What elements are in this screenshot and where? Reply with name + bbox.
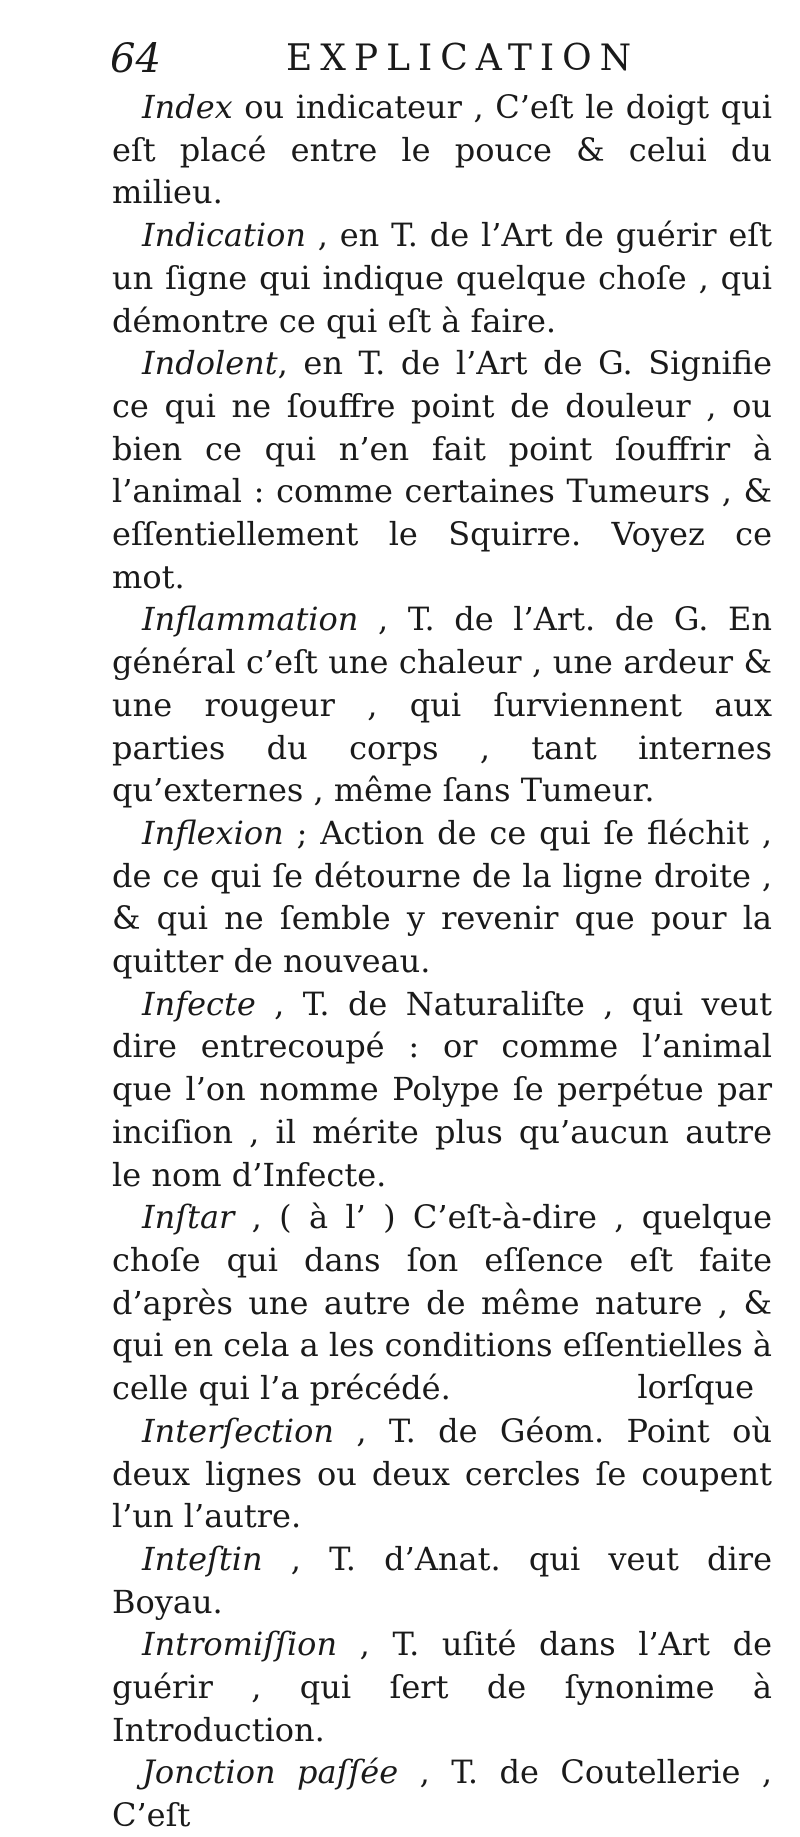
entry-term: Intromiſſion bbox=[142, 1625, 338, 1664]
entry-term: Inteſtin bbox=[142, 1539, 263, 1578]
entry-term: Indolent bbox=[142, 344, 278, 383]
entry-intersection bbox=[112, 1410, 772, 1538]
entry-definition: , en T. de l’Art de guérir eſt un ſigne qui indique quelque choſe , qui démontre ce qui eſt à faire. bbox=[112, 216, 772, 340]
page-number: 64 bbox=[110, 36, 161, 82]
catchword: lorſque bbox=[637, 1368, 754, 1406]
entry-term: Index bbox=[142, 88, 233, 126]
entry-intestin bbox=[112, 1538, 772, 1623]
entry-term: Indication bbox=[142, 216, 306, 255]
entry-index bbox=[112, 86, 772, 214]
entry-definition: , T. de Coutellerie , C’eſt bbox=[112, 1753, 773, 1835]
entry-term: Inflammation bbox=[142, 600, 359, 639]
entry-term: Infecte bbox=[142, 984, 256, 1023]
entry-definition: , ( à l’ ) C’eſt-à-dire , quelque choſe qui dans ſon eſſence eſt faite d’après une autre de même nature , & qui en cela a les conditions eſſentielles à celle qui l’a précédé. bbox=[112, 1198, 772, 1408]
entry-term: Jonction paſſée bbox=[142, 1753, 399, 1792]
entry-inflexion bbox=[112, 812, 772, 983]
entry-definition: ou indicateur , C’eſt le doigt qui eſt placé entre le pouce & celui du milieu. bbox=[112, 88, 772, 212]
entry-inflammation bbox=[112, 598, 772, 812]
entry-definition: , en T. de l’Art de G. Signifie ce qui ne ſouffre point de douleur , ou bien ce qui n’en fait point ſouffrir à l’animal : comme certaines Tumeurs , & eſſentiellement le Squirre. Voyez ce mot. bbox=[112, 344, 772, 596]
entry-term: Inſtar bbox=[142, 1198, 235, 1237]
entry-definition: , T. d’Anat. qui veut dire Boyau. bbox=[112, 1539, 772, 1621]
entry-term: Inflexion bbox=[142, 813, 284, 852]
entry-definition: , T. de Naturaliſte , qui veut dire entrecoupé : or comme l’animal que l’on nomme Polype ſe perpétue par inciſion , il mérite plus qu’aucun autre le nom d’Infecte. bbox=[112, 984, 772, 1194]
entry-indication bbox=[112, 214, 772, 342]
page-header bbox=[110, 34, 760, 84]
entry-term: Interſection bbox=[142, 1411, 335, 1450]
entry-definition: , T. uſité dans l’Art de guérir , qui ſert de ſynonime à Introduction. bbox=[112, 1625, 772, 1749]
entry-intromission bbox=[112, 1623, 772, 1751]
entry-jonction-passee bbox=[112, 1751, 772, 1836]
entry-indolent bbox=[112, 342, 772, 598]
dictionary-text bbox=[112, 86, 772, 1837]
running-head: EXPLICATION bbox=[286, 38, 640, 79]
entry-definition: , T. de Géom. Point où deux lignes ou deux cercles ſe coupent l’un l’autre. bbox=[112, 1411, 772, 1536]
entry-infecte bbox=[112, 983, 772, 1197]
entry-definition: , T. de l’Art. de G. En général c’eſt une chaleur , une ardeur & une rougeur , qui ſurviennent aux parties du corps , tant internes qu’externes , même ſans Tumeur. bbox=[112, 600, 772, 810]
entry-definition: ; Action de ce qui ſe fléchit , de ce qui ſe détourne de la ligne droite , & qui ne ſemble y revenir que pour la quitter de nouveau. bbox=[112, 813, 772, 981]
